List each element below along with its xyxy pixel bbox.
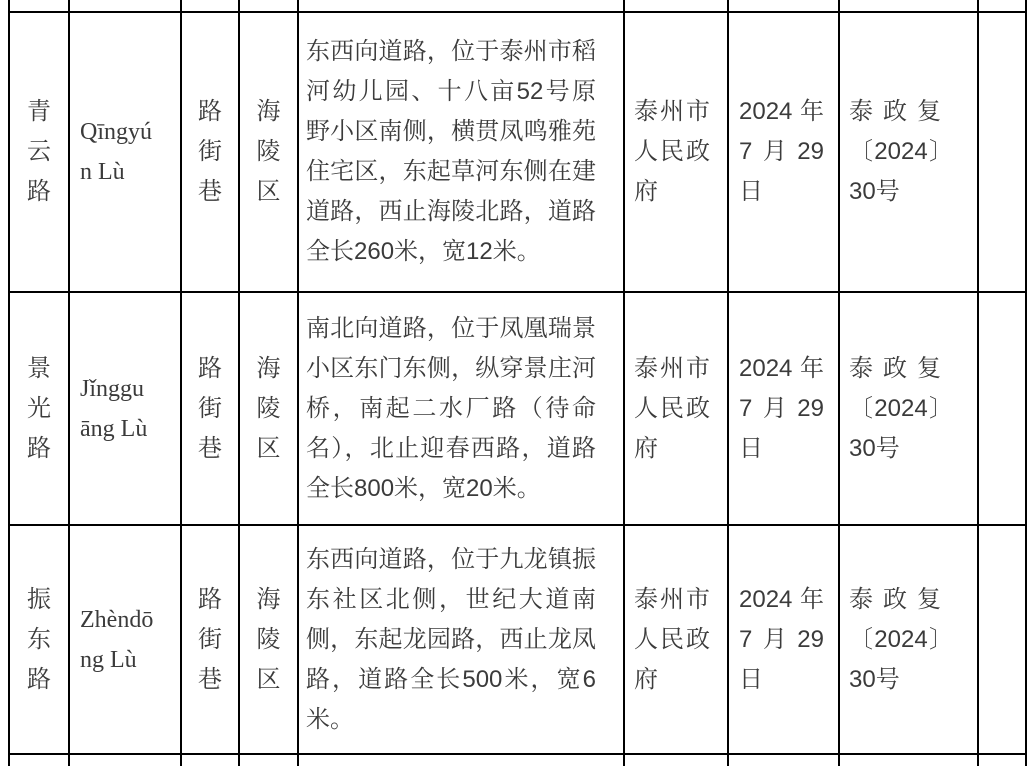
empty-cell — [978, 754, 1026, 766]
pinyin-cell: Jǐngguāng Lù — [69, 292, 181, 525]
authority-cell: 泰州市人民政府 — [624, 12, 728, 292]
pinyin-cell: Zhèndōng Lù — [69, 525, 181, 754]
empty-cell — [181, 0, 239, 12]
empty-cell — [728, 754, 839, 766]
empty-cell — [839, 0, 978, 12]
table-row-partial-bottom — [9, 754, 1026, 766]
authority-cell: 泰州市人民政府 — [624, 292, 728, 525]
remark-cell — [978, 12, 1026, 292]
description-cell: 东西向道路，位于九龙镇振东社区北侧，世纪大道南侧，东起龙园路，西止龙凤路，道路全长500米，宽6米。 — [298, 525, 624, 754]
doc-number-cell: 泰政复〔2024〕30号 — [839, 292, 978, 525]
date-cell: 2024年7月29日 — [728, 292, 839, 525]
empty-cell — [239, 0, 298, 12]
empty-cell — [69, 754, 181, 766]
category-cell: 路街巷 — [181, 292, 239, 525]
remark-cell — [978, 525, 1026, 754]
empty-cell — [69, 0, 181, 12]
table-row — [9, 525, 1026, 754]
road-name-cell: 青云路 — [9, 12, 69, 292]
authority-cell: 泰州市人民政府 — [624, 525, 728, 754]
doc-number-cell: 泰政复〔2024〕30号 — [839, 525, 978, 754]
pinyin-cell: Qīngyún Lù — [69, 12, 181, 292]
road-name-cell: 振东路 — [9, 525, 69, 754]
category-cell: 路街巷 — [181, 12, 239, 292]
empty-cell — [9, 754, 69, 766]
empty-cell — [298, 754, 624, 766]
empty-cell — [839, 754, 978, 766]
description-cell: 南北向道路，位于凤凰瑞景小区东门东侧，纵穿景庄河桥，南起二水厂路（待命名），北止迎春西路，道路全长800米，宽20米。 — [298, 292, 624, 525]
description-cell: 东西向道路，位于泰州市稻河幼儿园、十八亩52号原野小区南侧，横贯凤鸣雅苑住宅区，东起草河东侧在建道路，西止海陵北路，道路全长260米，宽12米。 — [298, 12, 624, 292]
district-cell: 海陵区 — [239, 292, 298, 525]
date-cell: 2024年7月29日 — [728, 12, 839, 292]
date-cell: 2024年7月29日 — [728, 525, 839, 754]
empty-cell — [978, 0, 1026, 12]
table-row — [9, 292, 1026, 525]
remark-cell — [978, 292, 1026, 525]
road-naming-table — [8, 0, 1027, 766]
empty-cell — [9, 0, 69, 12]
empty-cell — [298, 0, 624, 12]
empty-cell — [181, 754, 239, 766]
table-row-partial-top — [9, 0, 1026, 12]
district-cell: 海陵区 — [239, 12, 298, 292]
empty-cell — [624, 0, 728, 12]
empty-cell — [728, 0, 839, 12]
doc-number-cell: 泰政复〔2024〕30号 — [839, 12, 978, 292]
district-cell: 海陵区 — [239, 525, 298, 754]
category-cell: 路街巷 — [181, 525, 239, 754]
road-name-cell: 景光路 — [9, 292, 69, 525]
table-row — [9, 12, 1026, 292]
empty-cell — [624, 754, 728, 766]
empty-cell — [239, 754, 298, 766]
